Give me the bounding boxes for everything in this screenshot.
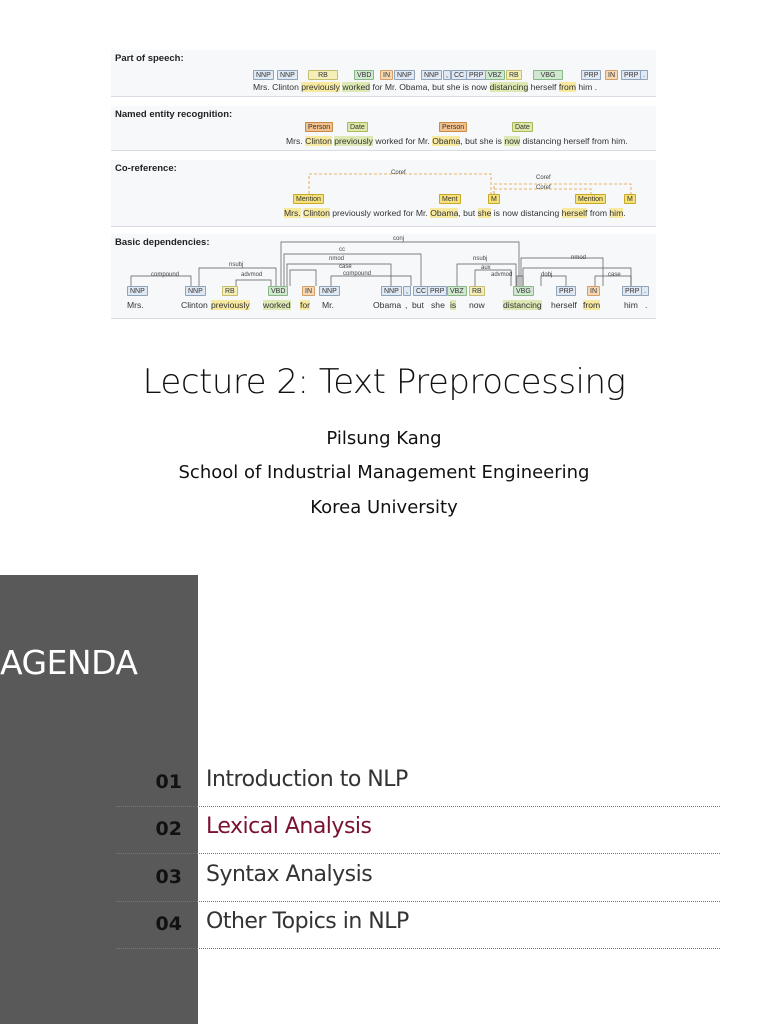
agenda-item-number: 04 <box>155 913 182 935</box>
author-university: Korea University <box>310 497 458 518</box>
pos-tag: VBD <box>268 286 288 296</box>
agenda-item-label: Syntax Analysis <box>206 862 373 887</box>
ner-panel <box>111 106 656 151</box>
dep-label: aux <box>481 265 491 271</box>
agenda-item-lexical-analysis[interactable] <box>110 812 720 854</box>
dependency-panel <box>111 234 656 319</box>
coref-mention-tag: Ment <box>439 194 461 204</box>
pos-tag: NNP <box>421 70 442 80</box>
coref-label: Coref <box>536 185 551 191</box>
agenda-item-number: 01 <box>155 771 182 793</box>
dep-word: worked <box>263 300 291 310</box>
dep-label: nsubj <box>473 256 488 262</box>
lecture-title: Lecture 2: Text Preprocessing <box>142 362 626 402</box>
dep-word: distancing <box>503 300 542 310</box>
pos-tag: . <box>640 70 648 80</box>
pos-panel <box>111 50 656 97</box>
agenda-item-label: Other Topics in NLP <box>206 909 409 934</box>
dep-word: Clinton <box>181 300 208 310</box>
dep-label: nmod <box>329 256 345 262</box>
pos-tag: PRP <box>622 286 642 296</box>
pos-tag: VBG <box>533 70 563 80</box>
dep-word: previously <box>211 300 250 310</box>
pos-tag: RB <box>469 286 485 296</box>
dep-word: Mr. <box>322 300 334 310</box>
pos-tag: IN <box>605 70 618 80</box>
dep-word: Mrs. <box>127 300 144 310</box>
ner-person-tag: Person <box>305 122 333 132</box>
agenda-item-number: 02 <box>155 818 182 840</box>
pos-tag: CC <box>451 70 467 80</box>
agenda-item-label: Introduction to NLP <box>206 767 408 792</box>
pos-tag: VBD <box>354 70 374 80</box>
dep-label: case <box>608 272 621 278</box>
agenda-divider <box>116 853 720 854</box>
ner-date-tag: Date <box>512 122 533 132</box>
ner-sentence: Mrs. Clinton previously worked for Mr. Obama, but she is now distancing herself from him. <box>286 136 628 146</box>
dep-label: cc <box>339 247 345 253</box>
dep-label: compound <box>151 272 180 278</box>
dep-label: compound <box>343 271 372 277</box>
ner-person-tag: Person <box>439 122 467 132</box>
pos-tag: NNP <box>277 70 298 80</box>
pos-tag: . <box>641 286 649 296</box>
dep-word: is <box>450 300 457 310</box>
dep-label: advmod <box>241 272 263 278</box>
dep-label: nsubj <box>229 262 244 268</box>
agenda-divider <box>116 901 720 902</box>
pos-tag: NNP <box>381 286 402 296</box>
pos-tag: IN <box>380 70 393 80</box>
pos-tag: NNP <box>394 70 415 80</box>
coref-mention-tag: Mention <box>293 194 324 204</box>
pos-tag: NNP <box>253 70 274 80</box>
pos-tag: NNP <box>127 286 148 296</box>
agenda-item-introduction[interactable] <box>110 765 720 807</box>
dep-word: but <box>412 300 424 310</box>
pos-tag: CC <box>413 286 429 296</box>
pos-panel-title: Part of speech: <box>115 53 184 64</box>
pos-tag: , <box>403 286 411 296</box>
dep-word: from <box>583 300 601 310</box>
dep-word: Obama <box>373 300 402 310</box>
coref-label: Coref <box>391 170 406 176</box>
pos-tag: RB <box>308 70 338 80</box>
pos-sentence: Mrs. Clinton previously worked for Mr. Obama, but she is now distancing herself from him . <box>253 82 598 92</box>
pos-tag: VBZ <box>447 286 467 296</box>
pos-tag: PRP <box>556 286 576 296</box>
pos-tag: VBZ <box>485 70 505 80</box>
dep-word: , <box>405 300 408 310</box>
dep-word: him <box>624 300 638 310</box>
author-affiliation: School of Industrial Management Engineering <box>178 462 590 483</box>
pos-tag: PRP <box>581 70 601 80</box>
ner-panel-title: Named entity recognition: <box>115 109 233 120</box>
pos-tag: RB <box>222 286 238 296</box>
dep-label: dobj <box>541 272 553 278</box>
coref-sentence: Mrs. Clinton previously worked for Mr. Obama, but she is now distancing herself from him. <box>284 208 626 218</box>
pos-tag: IN <box>302 286 315 296</box>
dependency-panel-title: Basic dependencies: <box>115 237 210 248</box>
pos-tag: VBG <box>513 286 534 296</box>
coref-panel <box>111 160 656 227</box>
author-name: Pilsung Kang <box>326 428 442 449</box>
dep-word: she <box>431 300 445 310</box>
dep-label: conj <box>393 236 405 242</box>
agenda-item-label: Lexical Analysis <box>206 814 372 839</box>
ner-date-tag: Date <box>347 122 368 132</box>
coref-panel-title: Co-reference: <box>115 163 177 174</box>
agenda-item-other-topics[interactable] <box>110 907 720 949</box>
dep-word: for <box>300 300 311 310</box>
pos-tag: PRP <box>621 70 641 80</box>
agenda-divider <box>116 948 720 949</box>
pos-tag: IN <box>587 286 600 296</box>
agenda-divider <box>116 806 720 807</box>
agenda-item-number: 03 <box>155 866 182 888</box>
pos-tag: , <box>443 70 451 80</box>
dep-label: nmod <box>571 255 587 261</box>
pos-tag: PRP <box>427 286 447 296</box>
dep-word: now <box>469 300 485 310</box>
coref-label: Coref <box>536 175 551 181</box>
dep-label: case <box>339 264 352 270</box>
coref-mention-tag: M <box>488 194 500 204</box>
coref-mention-tag: Mention <box>575 194 606 204</box>
dep-label: advmod <box>491 272 513 278</box>
agenda-item-syntax-analysis[interactable] <box>110 860 720 902</box>
pos-tag: PRP <box>466 70 486 80</box>
pos-tag: NNP <box>185 286 206 296</box>
dep-word: herself <box>551 300 577 310</box>
pos-tag: RB <box>506 70 522 80</box>
agenda-title: AGENDA <box>0 643 138 682</box>
dep-word: . <box>645 300 648 310</box>
pos-tag: NNP <box>319 286 340 296</box>
coref-mention-tag: M <box>624 194 636 204</box>
